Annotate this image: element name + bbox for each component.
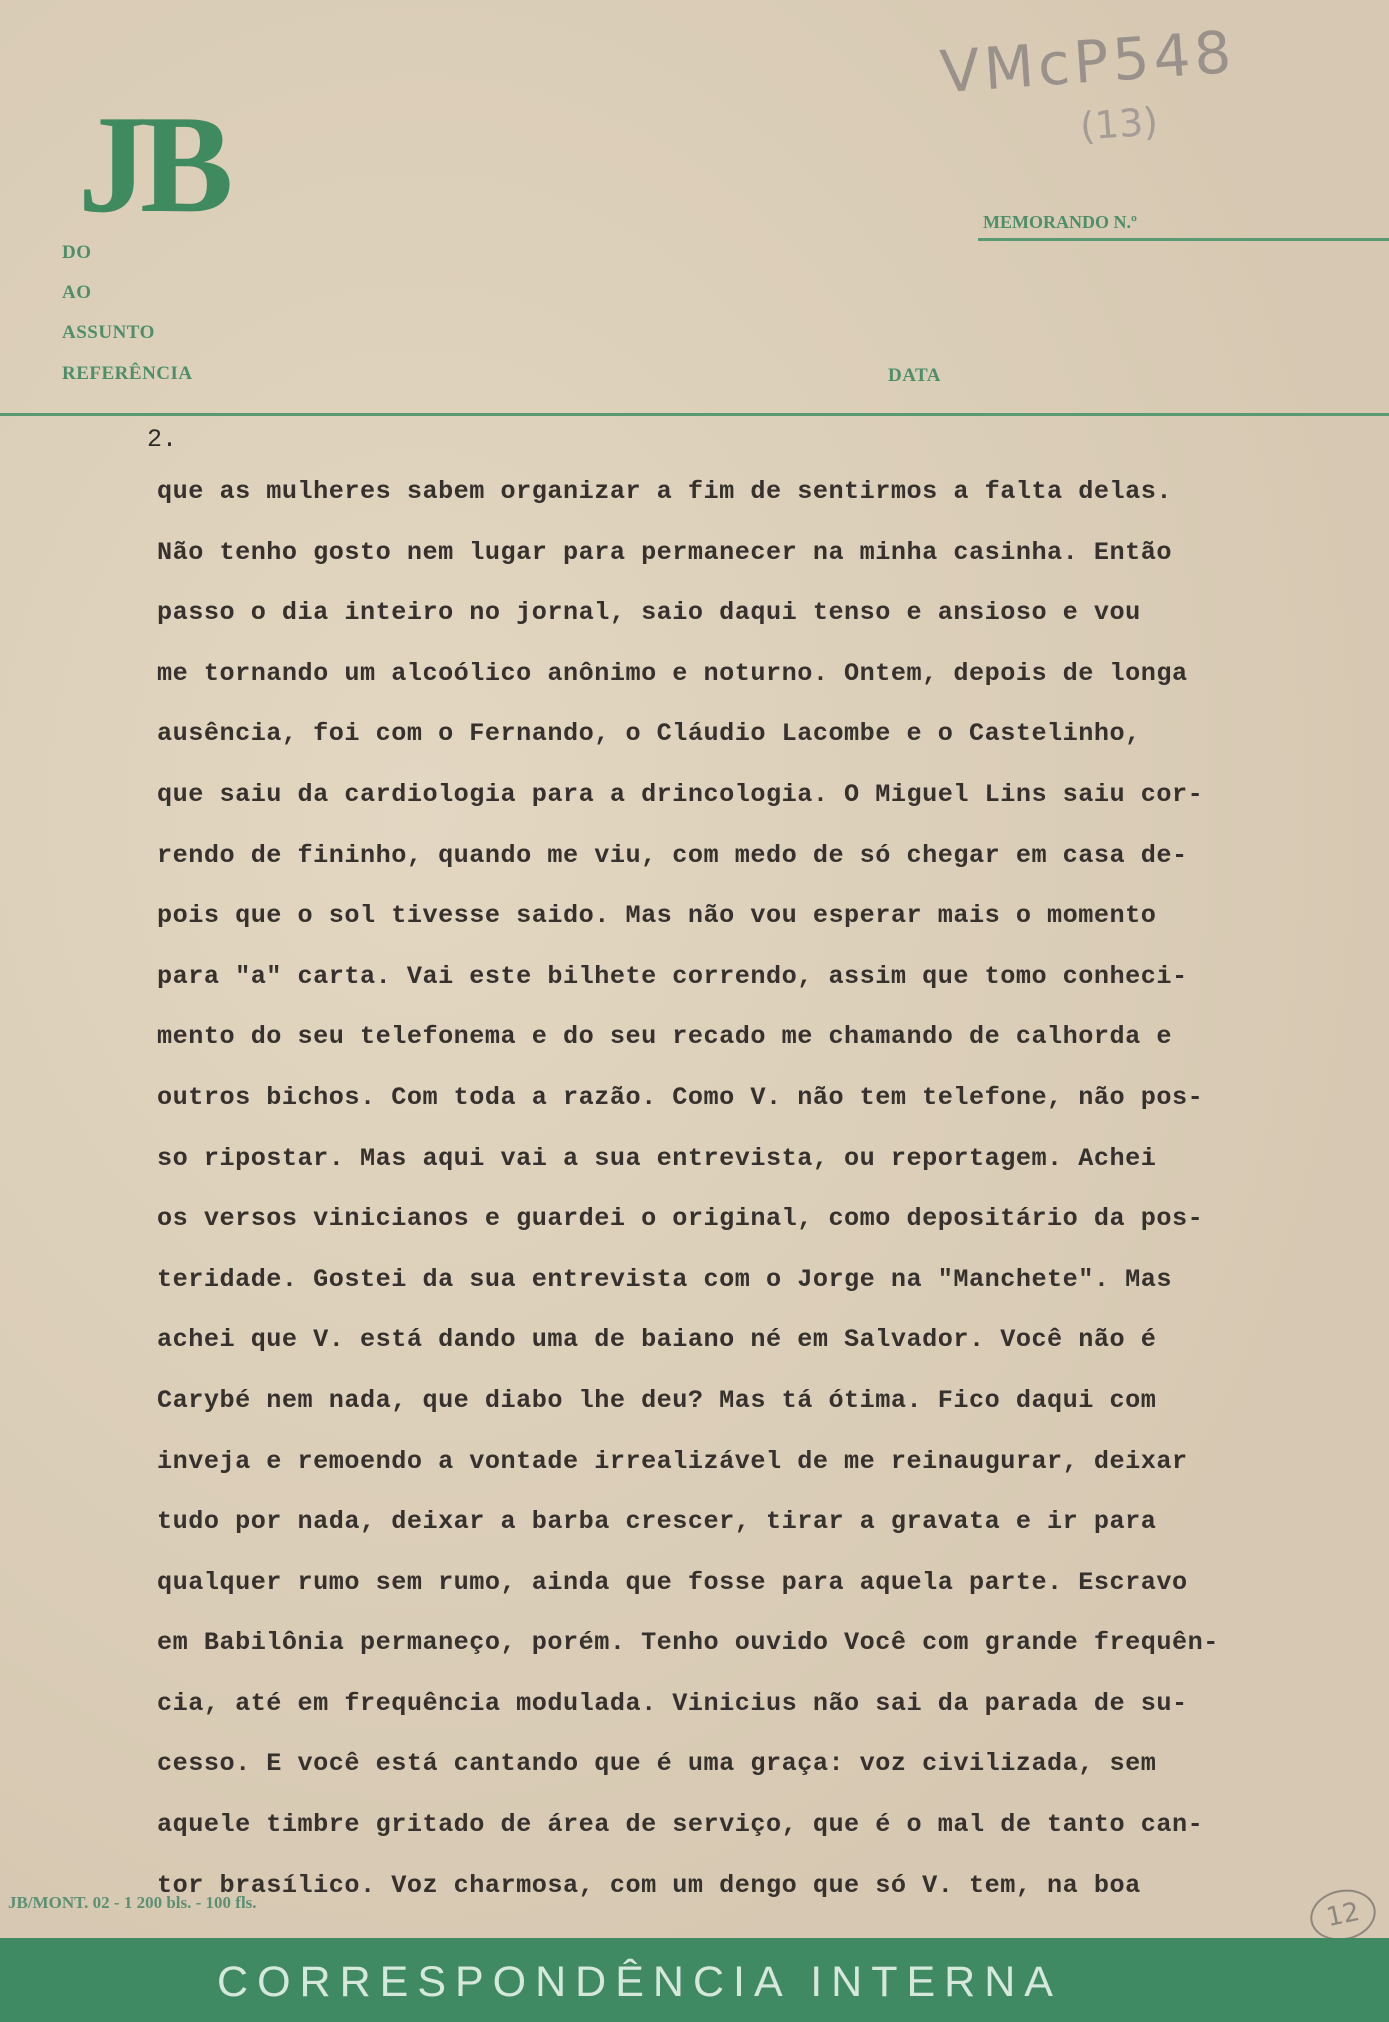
body-line: tor brasílico. Voz charmosa, com um dengo que só V. tem, na boa (157, 1870, 1141, 1900)
folio-mark: 12 (1306, 1884, 1381, 1947)
body-line: aquele timbre gritado de área de serviço, que é o mal de tanto can- (157, 1810, 1204, 1840)
label-data: DATA (888, 365, 942, 386)
footer-band (0, 1938, 1389, 2022)
label-ao: AO (62, 282, 92, 303)
body-line: pois que o sol tivesse saido. Mas não vou esperar mais o momento (157, 901, 1157, 931)
body-line: teridade. Gostei da sua entrevista com o Jorge na "Manchete". Mas (157, 1264, 1172, 1294)
body-line: ausência, foi com o Fernando, o Cláudio Lacombe e o Castelinho, (157, 719, 1141, 749)
body-line: passo o dia inteiro no jornal, saio daqui tenso e ansioso e vou (157, 598, 1141, 628)
body-line: achei que V. está dando uma de baiano né em Salvador. Você não é (157, 1325, 1157, 1355)
label-referencia: REFERÊNCIA (62, 363, 193, 384)
handwritten-archive-sub: (13) (1078, 99, 1160, 149)
body-line: Não tenho gosto nem lugar para permanecer na minha casinha. Então (157, 537, 1172, 567)
handwritten-archive-ref: VMcP548 (937, 17, 1238, 107)
label-memorando: MEMORANDO N.º (983, 212, 1137, 232)
header-rule (0, 413, 1389, 416)
label-do: DO (62, 242, 92, 263)
jb-logo: JB (78, 87, 226, 242)
body-line: cesso. E você está cantando que é uma graça: voz civilizada, sem (157, 1749, 1157, 1779)
print-info: JB/MONT. 02 - 1 200 bls. - 100 fls. (8, 1893, 257, 1912)
body-line: em Babilônia permaneço, porém. Tenho ouvido Você com grande frequên- (157, 1628, 1219, 1658)
body-line: rendo de fininho, quando me viu, com medo de só chegar em casa de- (157, 840, 1188, 870)
body-line: tudo por nada, deixar a barba crescer, tirar a gravata e ir para (157, 1507, 1157, 1537)
body-line: me tornando um alcoólico anônimo e noturno. Ontem, depois de longa (157, 658, 1188, 688)
body-line: qualquer rumo sem rumo, ainda que fosse para aquela parte. Escravo (157, 1567, 1188, 1597)
body-line: Carybé nem nada, que diabo lhe deu? Mas tá ótima. Fico daqui com (157, 1385, 1157, 1415)
memorando-underline (978, 238, 1389, 241)
label-assunto: ASSUNTO (62, 322, 155, 343)
page-number: 2. (147, 425, 178, 454)
body-line: mento do seu telefonema e do seu recado me chamando de calhorda e (157, 1022, 1172, 1052)
body-line: que saiu da cardiologia para a drincologia. O Miguel Lins saiu cor- (157, 779, 1204, 809)
body-line: que as mulheres sabem organizar a fim de sentirmos a falta delas. (157, 477, 1172, 506)
body-line: cia, até em frequência modulada. Vinicius não sai da parada de su- (157, 1688, 1188, 1718)
footer-title: CORRESPONDÊNCIA INTERNA (217, 1958, 1062, 2006)
body-line: so ripostar. Mas aqui vai a sua entrevista, ou reportagem. Achei (157, 1143, 1157, 1173)
body-line: inveja e remoendo a vontade irrealizável de me reinaugurar, deixar (157, 1446, 1188, 1476)
body-line: os versos vinicianos e guardei o original, como depositário da pos- (157, 1204, 1204, 1234)
letter-body (157, 462, 1389, 1916)
body-line: para "a" carta. Vai este bilhete correndo, assim que tomo conheci- (157, 961, 1188, 991)
body-line: outros bichos. Com toda a razão. Como V. não tem telefone, não pos- (157, 1082, 1204, 1112)
